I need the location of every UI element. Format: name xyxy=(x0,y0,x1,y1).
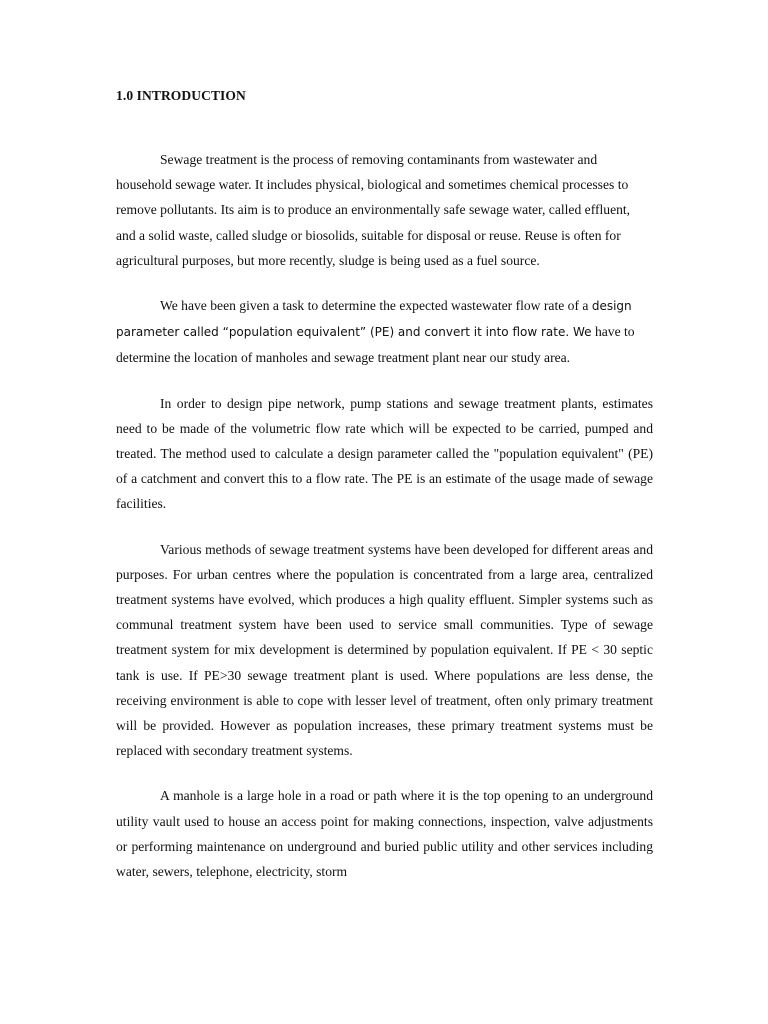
paragraph-task-line-2: design parameter called “population equivalent” (PE) and convert it into flow rate. We xyxy=(116,299,632,340)
paragraph-manhole: A manhole is a large hole in a road or path where it is the top opening to an underground utility vault used to house an access point for making connections, inspection, valve adjustments or performing maintenance on underground and buried public utility and other services including water, sewers, telephone, electricity, storm xyxy=(116,788,653,880)
paragraph-design-flow: In order to design pipe network, pump stations and sewage treatment plants, estimates need to be made of the volumetric flow rate which will be expected to be carried, pumped and treated. The method used to calculate a design parameter called the "population equivalent" (PE) of a catchment and convert this to a flow rate. The PE is an estimate of the usage made of sewage facilities. xyxy=(116,395,653,512)
paragraph-task xyxy=(116,293,653,371)
paragraph-sewage-treatment: Sewage treatment is the process of removing contaminants from wastewater and household sewage water. It includes physical, biological and sometimes chemical processes to remove pollutants. Its aim is to produce an environmentally safe sewage water, called effluent, and a solid waste, called sludge or biosolids, suitable for disposal or reuse. Reuse is often for agricultural purposes, but more recently, sludge is being used as a fuel source. xyxy=(116,152,631,268)
paragraph-task-line-1: We have been given a task to determine the expected wastewater flow rate of a xyxy=(160,298,589,314)
paragraph-treatment-methods: Various methods of sewage treatment systems have been developed for different areas and purposes. For urban centres where the population is concentrated from a large area, centralized treatment systems have evolved, which produces a high quality effluent. Simpler systems such as communal treatment system have been used to service small communities. Type of sewage treatment system for mix development is determined by population equivalent. If PE < 30 septic tank is use. If PE>30 sewage treatment plant is used. Where populations are less dense, the receiving environment is able to cope with lesser level of treatment, often only primary treatment will be provided. However as population increases, these primary treatment systems must be replaced with secondary treatment systems. xyxy=(116,541,653,759)
body-text xyxy=(116,147,653,904)
section-heading: 1.0 INTRODUCTION xyxy=(116,88,246,103)
paragraph-task-line-3: have to determine the location of manholes and sewage treatment plant near our study area. xyxy=(116,324,635,366)
